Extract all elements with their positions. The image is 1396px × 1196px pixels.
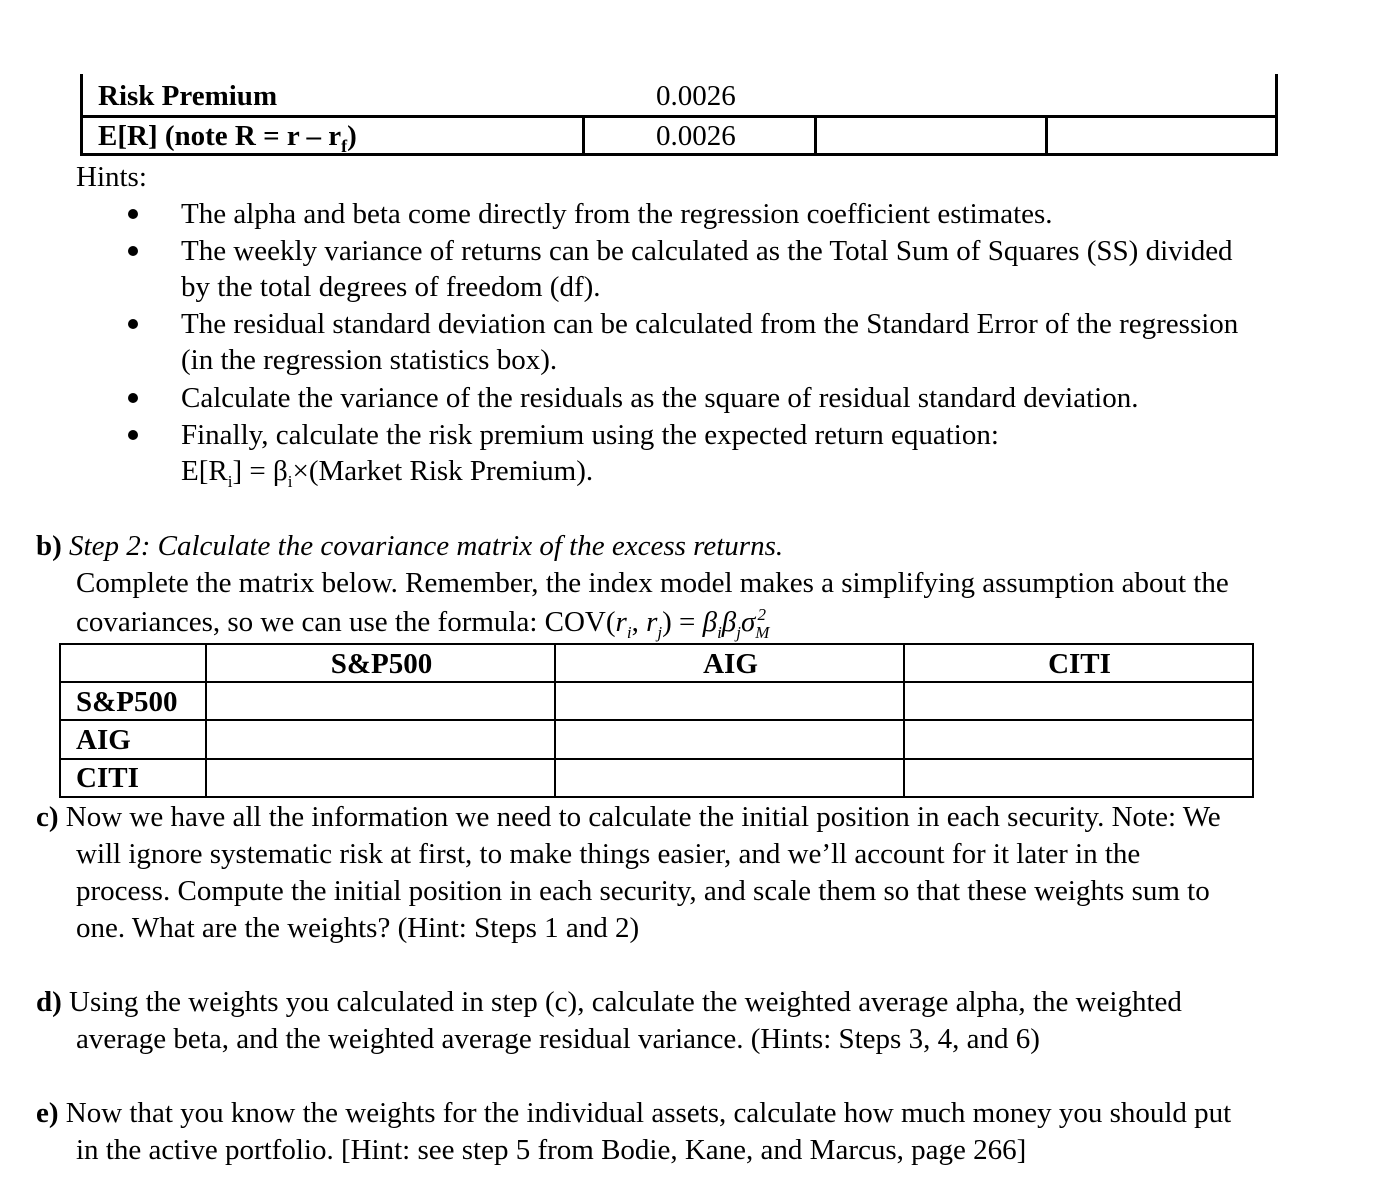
bullet-icon [128,246,138,256]
part-e-line2: in the active portfolio. [Hint: see step 5 from Bodie, Kane, and Marcus, page 266] [76,1134,1027,1166]
hint-2-line2: by the total degrees of freedom (df). [181,271,601,303]
part-b-line1: Complete the matrix below. Remember, the index model makes a simplifying assumption about the [76,567,1229,599]
part-d-line2: average beta, and the weighted average residual variance. (Hints: Steps 3, 4, and 6) [76,1023,1040,1055]
part-c-line2: will ignore systematic risk at first, to make things easier, and we’ll account for it later in the [76,838,1141,870]
part-e-line1: e) Now that you know the weights for the individual assets, calculate how much money you should put [36,1097,1232,1129]
part-c-line3: process. Compute the initial position in each security, and scale them so that these weights sum to [76,875,1210,907]
table-row-divider [80,115,1278,118]
bullet-icon [128,209,138,219]
part-c-line4: one. What are the weights? (Hint: Steps 1 and 2) [76,912,640,944]
hints-title: Hints: [76,161,147,193]
table-col-divider [814,115,817,156]
risk-premium-label: Risk Premium [98,80,278,112]
risk-premium-value: 0.0026 [656,80,736,112]
hint-1: The alpha and beta come directly from the regression coefficient estimates. [181,198,1053,230]
table-col-divider [582,115,585,156]
cov-row-sp500: S&P500 [76,686,178,718]
cov-row-citi: CITI [76,762,139,794]
cov-header-citi: CITI [1048,648,1111,680]
bullet-icon [128,393,138,403]
hint-5-equation: $E[R_i]$ = $\beta_i\times(Market$ Risk Premium). [181,455,594,491]
bullet-icon [128,430,138,440]
part-b-heading: b) Step 2: Calculate the covariance matrix of the excess returns. [36,530,784,562]
hint-3-line1: The residual standard deviation can be calculated from the Standard Error of the regression [181,308,1239,340]
part-d-line1: d) Using the weights you calculated in step (c), calculate the weighted average alpha, the weighted [36,986,1182,1018]
expected-return-label: E[R] (note $R = r - r_f$) [98,120,357,156]
cov-row-aig: AIG [76,724,131,756]
cov-header-sp500: S&P500 [330,648,433,680]
expected-return-value: 0.0026 [656,120,736,152]
part-b-line2: covariances, so we can use the formula: $COV(r_i$, $r_j) = \beta_i\beta_j\sigma_M^2$ [76,605,770,642]
part-c-line1: c) Now we have all the information we need to calculate the initial position in each security. Note: We [36,801,1221,833]
hint-5-line1: Finally, calculate the risk premium using the expected return equation: [181,419,999,451]
hint-2-line1: The weekly variance of returns can be calculated as the Total Sum of Squares (SS) divided [181,235,1233,267]
table-border-bottom [80,153,1278,156]
bullet-icon [128,319,138,329]
hint-3-line2: (in the regression statistics box). [181,344,558,376]
hint-4: Calculate the variance of the residuals as the square of residual standard deviation. [181,382,1139,414]
cov-header-aig: AIG [703,648,758,680]
table-col-divider [1045,115,1048,156]
